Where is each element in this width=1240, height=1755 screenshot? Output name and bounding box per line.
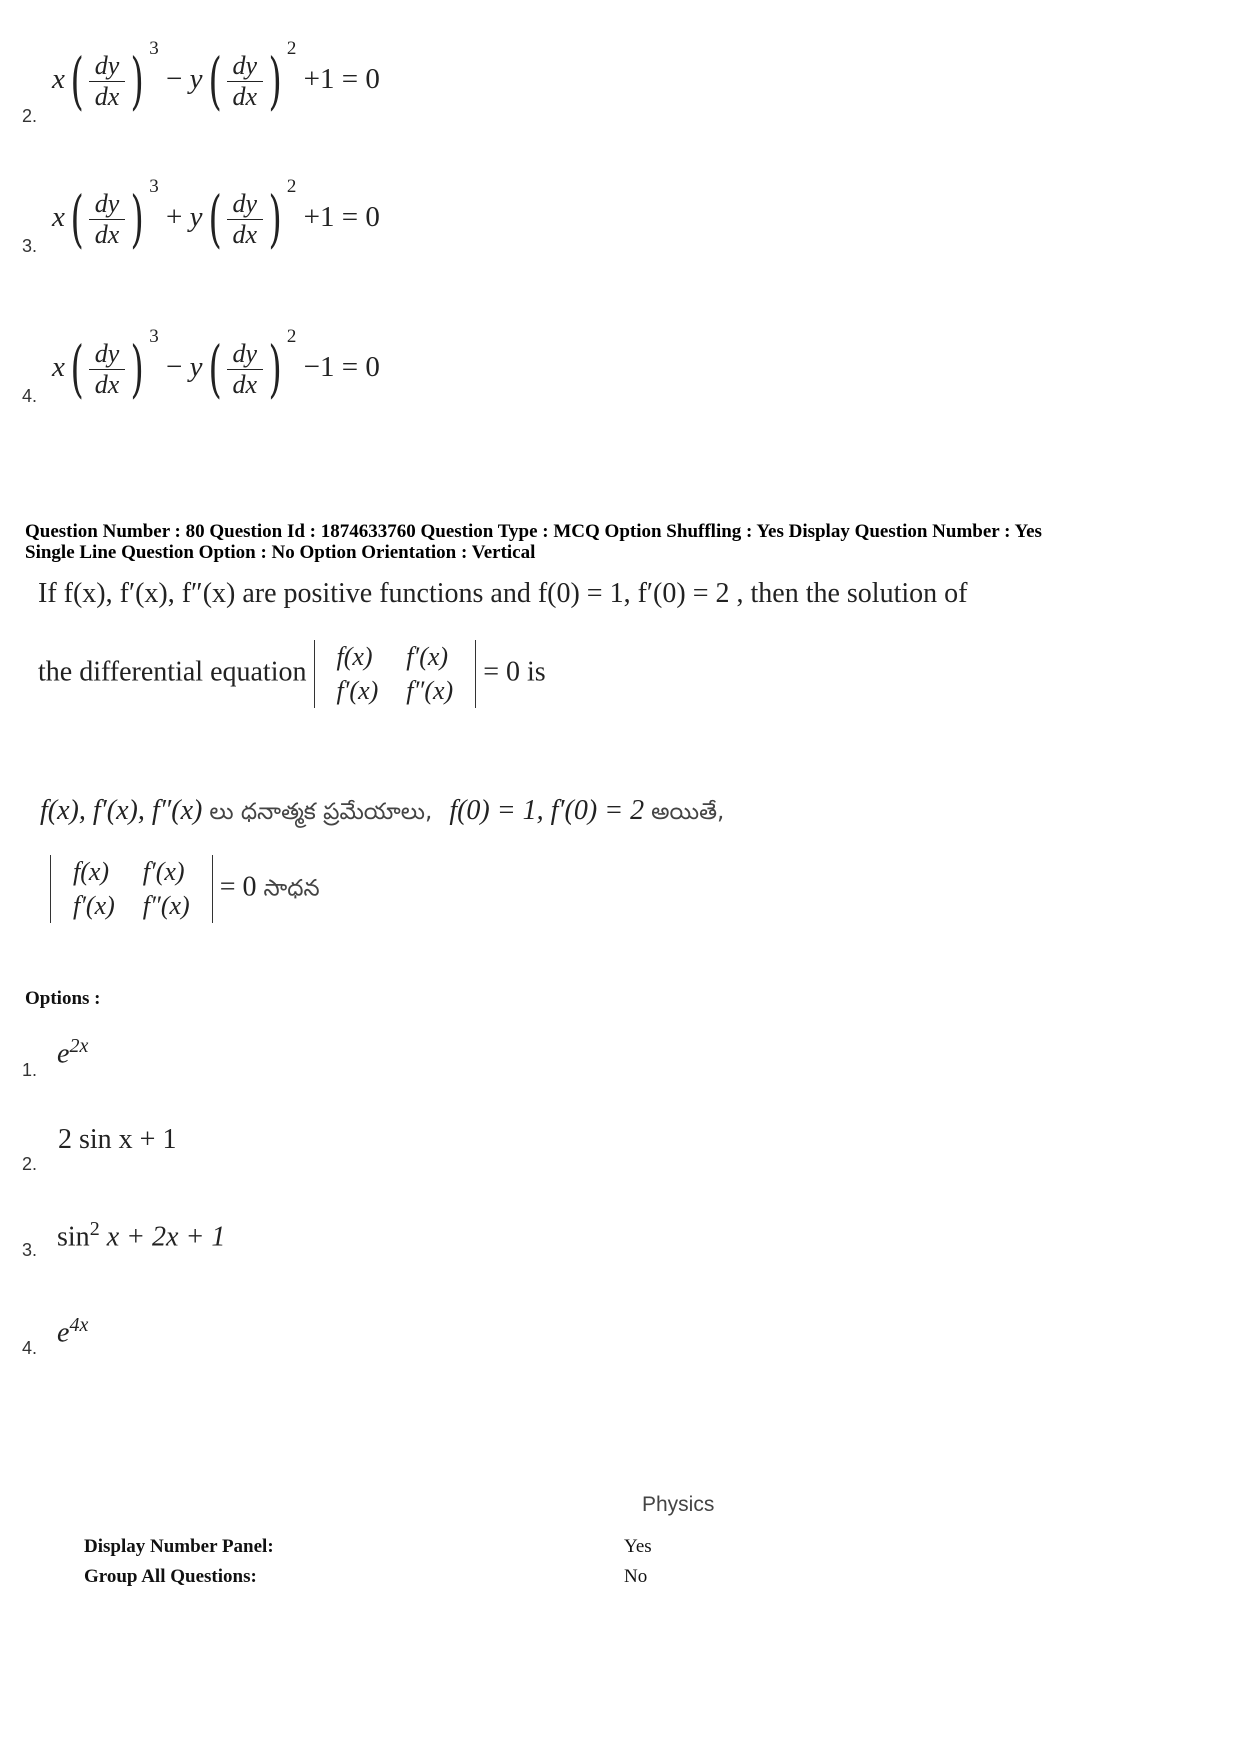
question-text-en-line-2	[38, 640, 546, 708]
prev-option-4-formula: x( $\frac{dy}{dx}$ ) $^3$ − y( $\frac{dy}{dx}$ ) $^2$ −1 = 0	[52, 326, 380, 406]
option-2[interactable]	[22, 1120, 322, 1180]
prev-option-3-formula: x( $\frac{dy}{dx}$ ) $^3$ + y( $\frac{dy}{dx}$ ) $^2$ +1 = 0	[52, 176, 380, 256]
det-cell: f′(x)	[336, 676, 379, 705]
question-meta-line-2: Single Line Question Option : No Option Orientation : Vertical	[25, 542, 536, 563]
setting-label: Group All Questions:	[84, 1566, 257, 1587]
option-2-formula: 2 sin x + 1	[58, 1124, 177, 1155]
section-setting-row	[84, 1536, 784, 1558]
option-4-number: 4.	[22, 1338, 38, 1358]
prev-option-4-number: 4.	[22, 386, 38, 406]
question-text-te-line-1	[40, 795, 724, 831]
setting-value: No	[624, 1566, 648, 1587]
option-3-formula: $\sin^2 x + 2x + 1$	[57, 1218, 226, 1253]
prev-option-2-number: 2.	[22, 106, 38, 126]
option-4-formula: $e^{4x}$	[57, 1314, 89, 1349]
determinant-en	[314, 640, 477, 708]
det-cell: f′(x)	[73, 891, 115, 920]
det-cell: f″(x)	[142, 891, 190, 920]
setting-label: Display Number Panel:	[84, 1536, 274, 1557]
prev-option-4[interactable]	[22, 320, 422, 430]
option-2-number: 2.	[22, 1154, 38, 1174]
question-text-en-line-1: If f(x), f′(x), f″(x) are positive functions and f(0) = 1, f′(0) = 2 , then the solution of	[38, 578, 968, 609]
option-3-number: 3.	[22, 1240, 38, 1260]
question-text-te-line-2	[50, 855, 320, 923]
prev-option-2[interactable]	[22, 30, 422, 140]
prev-option-3-number: 3.	[22, 236, 38, 256]
option-1-formula: $e^{2x}$	[57, 1035, 89, 1070]
determinant-te	[50, 855, 213, 923]
option-3[interactable]	[22, 1218, 342, 1278]
question-en-suffix: = 0 is	[483, 656, 546, 688]
option-4[interactable]	[22, 1310, 322, 1370]
te-text-1: లు ధనాత్మక ప్రమేయాలు,	[209, 799, 433, 825]
options-label: Options :	[25, 988, 101, 1009]
option-1-number: 1.	[22, 1060, 38, 1080]
question-en-prefix: the differential equation	[38, 656, 307, 688]
det-cell: f(x)	[73, 857, 110, 886]
det-cell: f(x)	[336, 642, 373, 671]
det-cell: f′(x)	[406, 642, 449, 671]
setting-value: Yes	[624, 1536, 652, 1557]
prev-option-3[interactable]	[22, 170, 422, 280]
te-math-2: f(0) = 1, f′(0) = 2	[449, 795, 645, 826]
prev-option-2-formula: x( $\frac{dy}{dx}$ ) $^3$ − y( $\frac{dy}{dx}$ ) $^2$ +1 = 0	[52, 38, 380, 118]
question-meta-line-1: Question Number : 80 Question Id : 1874633760 Question Type : MCQ Option Shuffling : Yes Display Question Number : Yes	[25, 521, 1042, 542]
section-setting-row	[84, 1566, 784, 1588]
te-text-2: అయితే,	[651, 799, 725, 825]
det-cell: f″(x)	[406, 676, 454, 705]
det-cell: f′(x)	[142, 857, 185, 886]
te-suffix: = 0	[219, 871, 257, 903]
te-math-1: f(x), f′(x), f″(x)	[40, 795, 203, 826]
te-text-3: సాధన	[263, 875, 320, 902]
section-title: Physics	[642, 1493, 715, 1516]
option-1[interactable]	[22, 1025, 322, 1085]
